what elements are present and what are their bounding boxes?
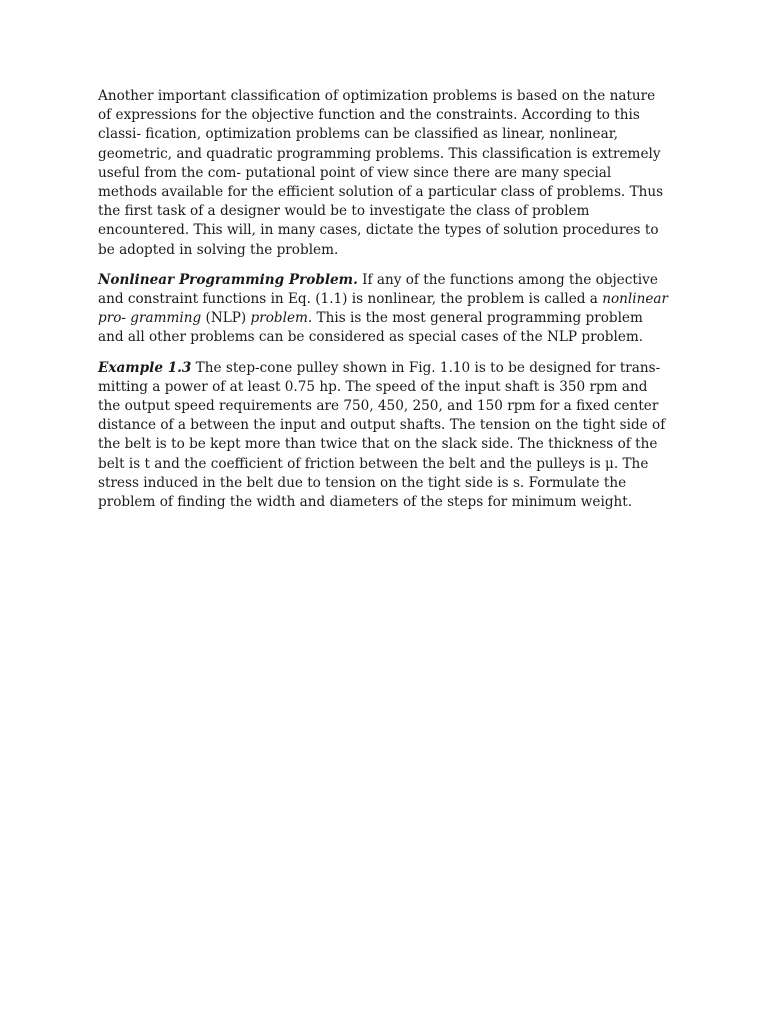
paragraph-classification-text: Another important classification of optimization problems is based on the nature of expressions for the objective function and the constraints. According to this classi- fication, optimization problems can be classified as linear, nonlinear, geometric, and quadratic programming problems. This classification is extremely useful from the com- putational point of view since there are many special methods available for the efficient solution of a particular class of problems. Thus the first task of a designer would be to investigate the class of problem encountered. This will, in many cases, dictate the types of solution procedures to be adopted in solving the problem. [98, 88, 664, 258]
nonlinear-text-b: (NLP) [201, 310, 251, 327]
nonlinear-text-a: If any of the functions among the objective and constraint functions in Eq. (1.1) is nonlinear, the problem is called a [98, 271, 658, 308]
paragraph-example [98, 359, 672, 513]
nonlinear-term-b: problem. [250, 310, 313, 327]
example-text: The step-cone pulley shown in Fig. 1.10 is to be designed for trans- mitting a power of at least 0.75 hp. The speed of the input shaft is 350 rpm and the output speed requirements are 750, 450, 250, and 150 rpm for a fixed center distance of a between the input and output shafts. The tension on the tight side of the belt is to be kept more than twice that on the slack side. The thickness of the belt is t and the coefficient of friction between the belt and the pulleys is μ. The stress induced in the belt due to tension on the tight side is s. Formulate the problem of finding the width and diameters of the steps for minimum weight. [98, 359, 666, 511]
example-heading: Example 1.3 [98, 359, 192, 376]
nonlinear-programming-heading: Nonlinear Programming Problem. [98, 271, 358, 288]
document-page [98, 87, 672, 523]
paragraph-classification [98, 87, 672, 260]
nonlinear-term-a: nonlinear pro- gramming [98, 291, 669, 327]
paragraph-nonlinear-programming [98, 271, 672, 348]
nonlinear-text-c: This is the most general programming problem and all other problems can be considered as special cases of the NLP problem. [98, 310, 644, 346]
